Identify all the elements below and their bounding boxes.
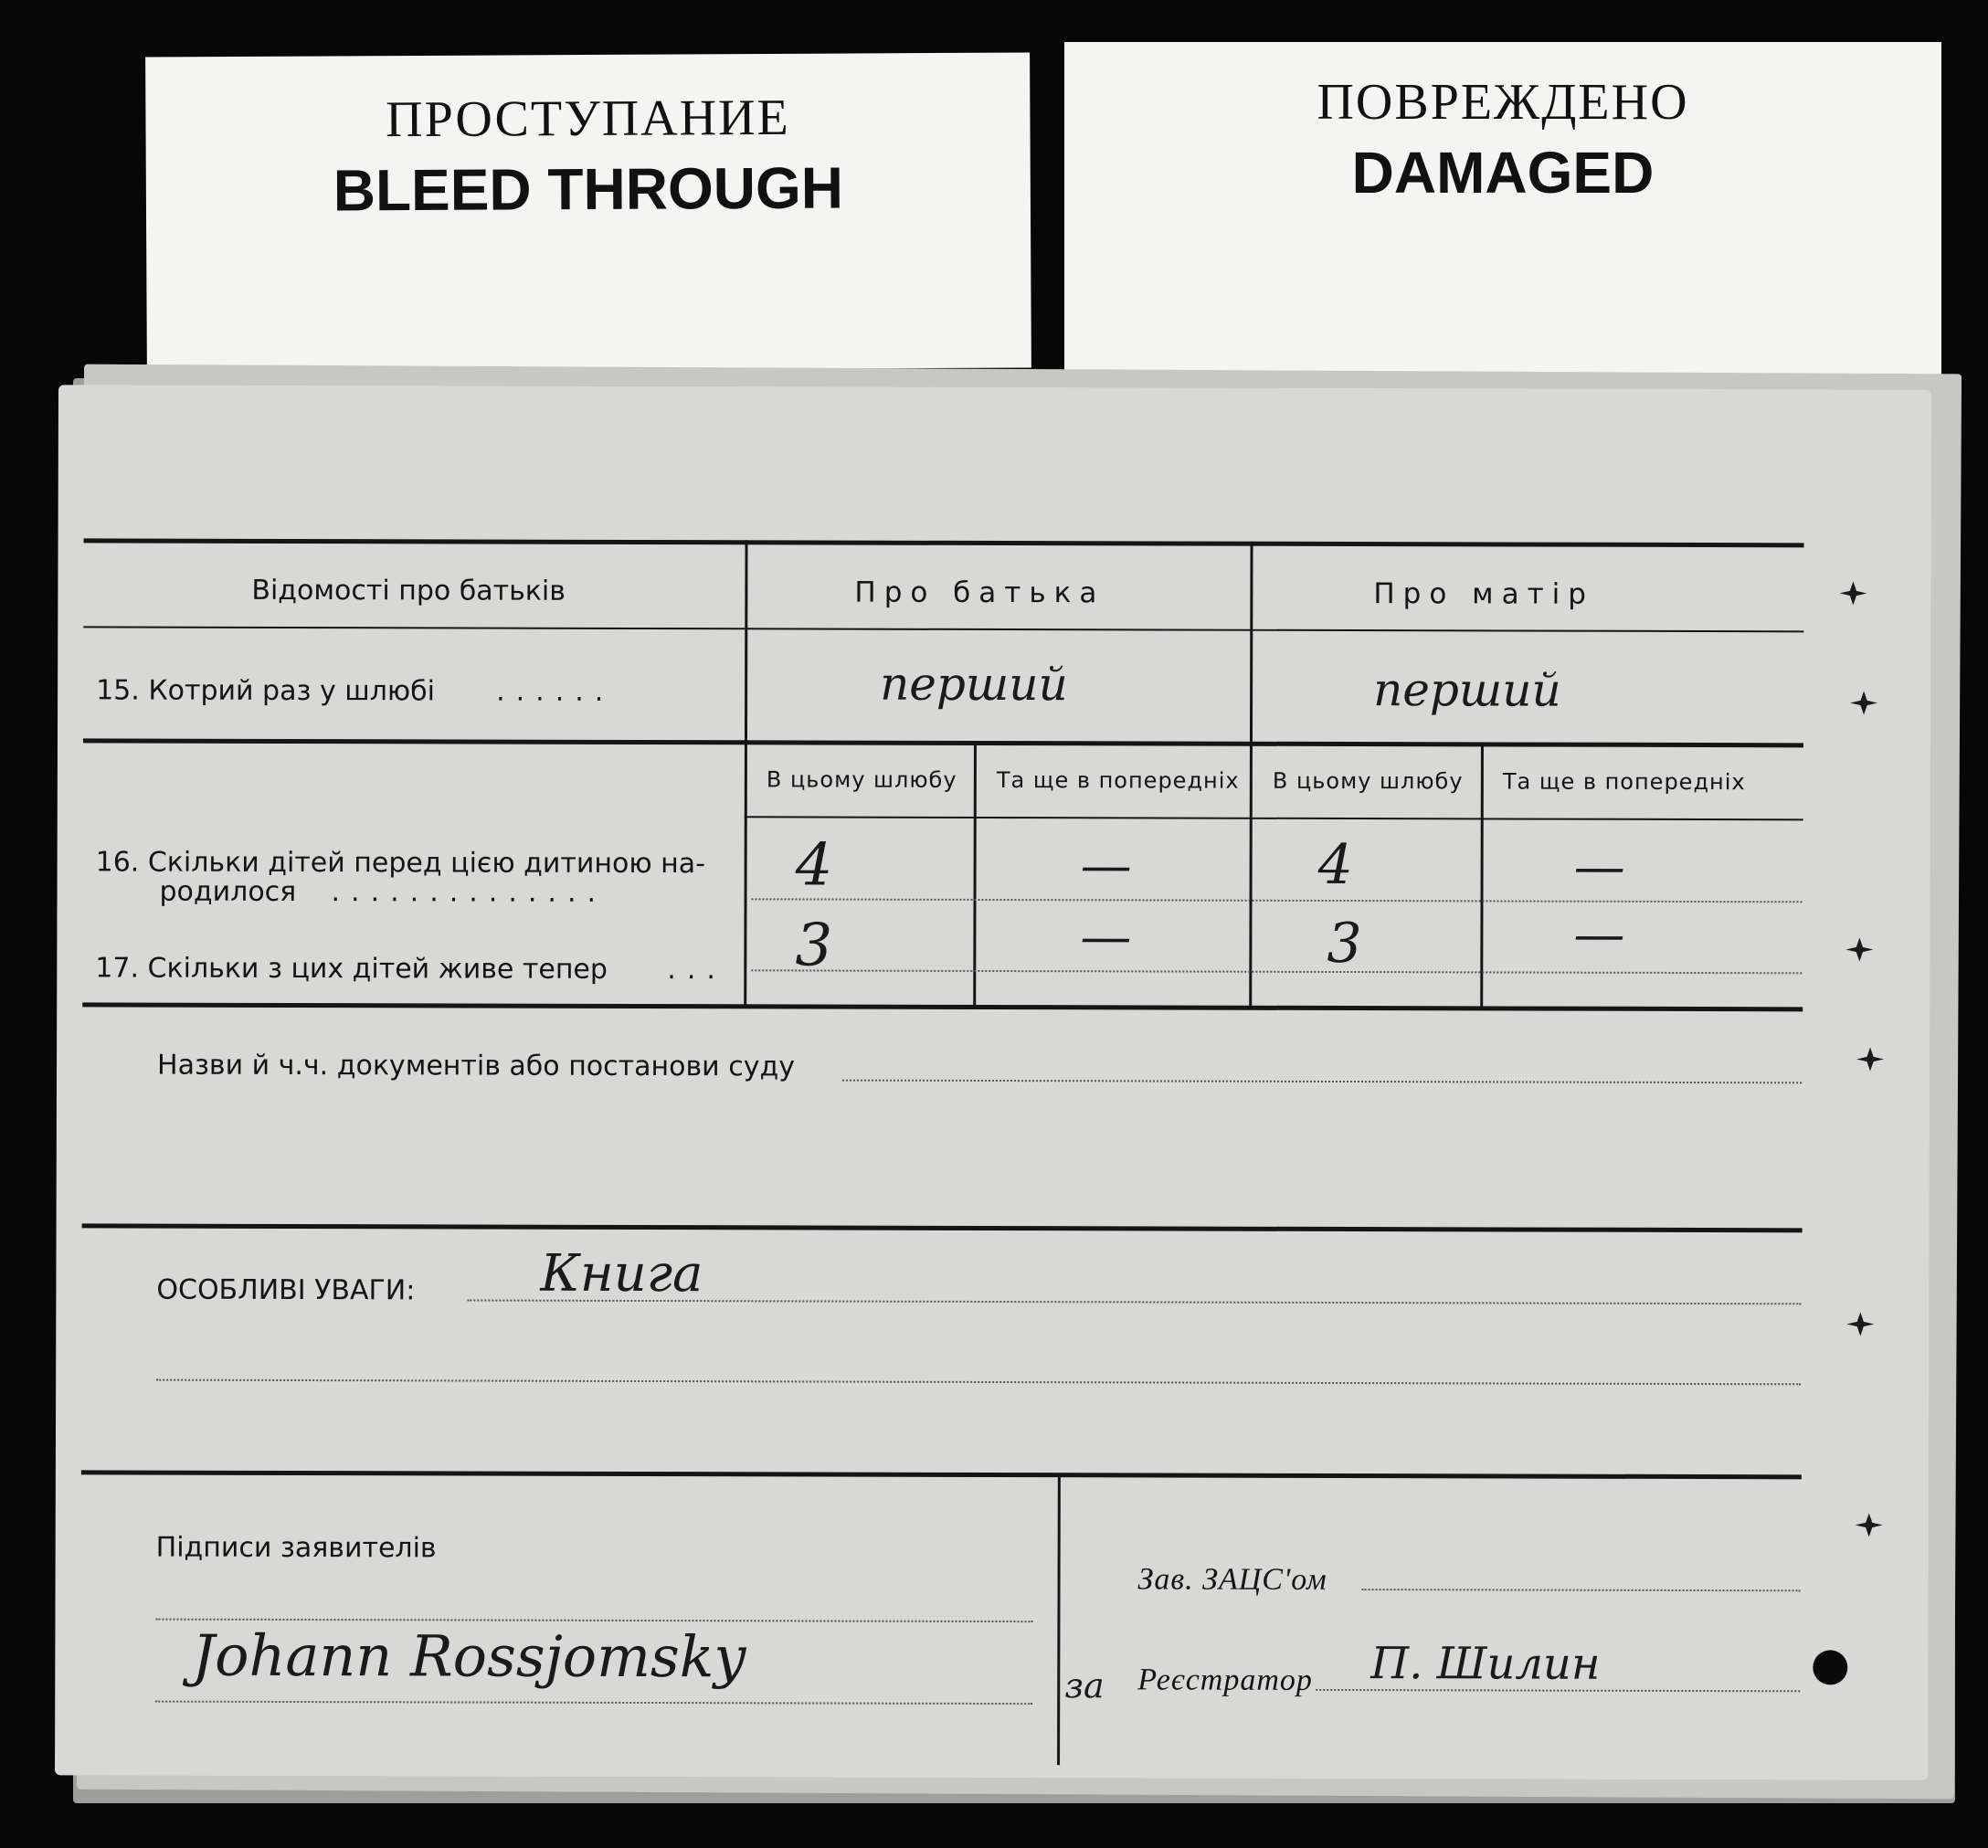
damage-tear-1 — [1839, 581, 1866, 605]
damage-hole — [1813, 1650, 1847, 1684]
row17-mother-prev: — — [1573, 904, 1625, 965]
col-divider-mother-sub — [1480, 744, 1484, 1008]
bleed-through-card — [145, 52, 1031, 372]
signatures-top-rule — [81, 1470, 1802, 1479]
row17-father-this: 3 — [795, 912, 833, 980]
father-previous-header: Та ще в попередніх — [996, 767, 1240, 794]
row17-dotted-rule — [751, 969, 1802, 974]
row17-mother-this: 3 — [1327, 911, 1362, 977]
header-mother: Про матір — [1373, 577, 1594, 611]
row16-father-this: 4 — [795, 831, 833, 900]
remarks-label: ОСОБЛИВІ УВАГИ: — [156, 1273, 416, 1307]
applicant-signature: Johann Rossjomsky — [192, 1621, 746, 1691]
row15-leader-dots: ...... — [496, 675, 615, 708]
row15-mother-value: перший — [1373, 663, 1561, 717]
registration-form-sheet — [55, 385, 1931, 1779]
header-father: Про батька — [854, 576, 1105, 610]
damage-tear-4 — [1856, 1047, 1884, 1071]
father-this-marriage-header: В цьому шлюбу — [766, 766, 957, 793]
remarks-value: Книга — [540, 1243, 703, 1304]
damage-tear-5 — [1846, 1312, 1874, 1336]
row16-label-line2: родилося — [159, 875, 297, 909]
registrar-label: Реєстратор — [1137, 1663, 1313, 1697]
row17-label: 17. Скільки з цих дітей живе тепер — [95, 952, 608, 986]
damaged-card — [1064, 42, 1941, 380]
remarks-top-rule — [82, 1223, 1803, 1232]
signatures-label: Підписи заявителів — [155, 1531, 437, 1565]
bleed-through-ru: ПРОСТУПАНИЕ — [386, 89, 790, 149]
damaged-en: DAMAGED — [1351, 140, 1655, 206]
row15-bottom-rule — [83, 738, 1803, 747]
head-signature-line — [1362, 1589, 1801, 1591]
signatures-dotted-line-2 — [155, 1701, 1032, 1705]
mother-previous-header: Та ще в попередніх — [1502, 768, 1746, 796]
row15-label: 15. Котрий раз у шлюбі — [96, 674, 436, 708]
documents-label: Назви й ч.ч. документів або постанови суду — [157, 1049, 796, 1083]
row16-leader-dots: .............. — [331, 876, 608, 909]
registrar-prefix: за — [1064, 1665, 1105, 1706]
row17-father-prev: — — [1080, 907, 1132, 967]
header-parents-info: Відомості про батьків — [251, 574, 566, 607]
bleed-through-en: BLEED THROUGH — [333, 154, 844, 224]
signatures-divider — [1057, 1474, 1061, 1765]
row15-father-value: перший — [880, 657, 1068, 712]
row16-father-prev: — — [1080, 836, 1132, 896]
subheader-bottom-rule — [745, 816, 1803, 820]
documents-dotted-line — [842, 1080, 1802, 1084]
row16-label-line1: 16. Скільки дітей перед цією дитиною на- — [95, 846, 706, 881]
col-divider-2 — [1249, 542, 1253, 1008]
col-divider-father-sub — [973, 744, 977, 1008]
mother-this-marriage-header: В цьому шлюбу — [1272, 767, 1464, 795]
header-bottom-rule — [83, 626, 1803, 632]
row16-dotted-rule — [752, 898, 1803, 903]
row16-mother-prev: — — [1573, 837, 1625, 897]
table-top-rule — [84, 538, 1804, 547]
row17-leader-dots: ... — [667, 954, 726, 987]
damaged-ru: ПОВРЕЖДЕНО — [1317, 74, 1689, 131]
registrar-signature: П. Шилин — [1370, 1638, 1601, 1690]
damage-tear-2 — [1850, 691, 1877, 714]
table-bottom-rule — [82, 1002, 1803, 1011]
damage-tear-6 — [1856, 1513, 1883, 1536]
remarks-dotted-line-2 — [156, 1379, 1801, 1386]
col-divider-1 — [744, 540, 747, 1007]
head-of-registry-label: Зав. ЗАЦС'ом — [1137, 1562, 1327, 1597]
damage-tear-3 — [1845, 937, 1873, 961]
row16-mother-this: 4 — [1317, 832, 1353, 898]
